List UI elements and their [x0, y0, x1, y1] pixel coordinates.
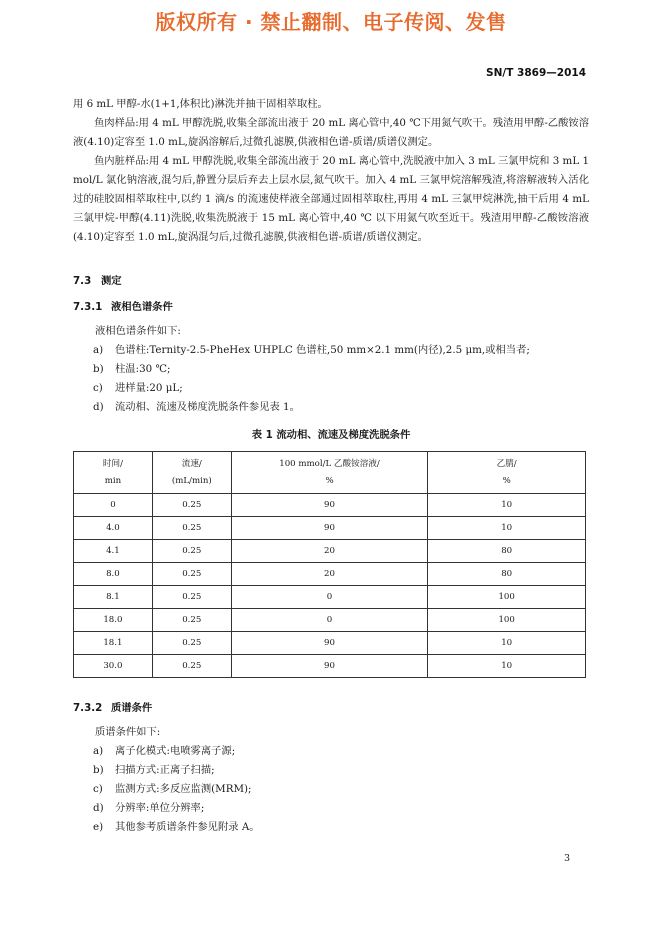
list-text: 监测方式:多反应监测(MRM);: [115, 783, 252, 795]
table-cell: 80: [428, 563, 586, 586]
table-cell: 0.25: [152, 655, 231, 678]
column-header-ammonium-acetate: 100 mmol/L 乙酸铵溶液/ %: [231, 452, 428, 494]
table-cell: 8.0: [74, 563, 153, 586]
list-marker: e): [93, 821, 104, 833]
list-item: [93, 742, 260, 761]
list-text: 分辨率:单位分辨率;: [115, 802, 205, 814]
table-row: [74, 494, 586, 517]
list-marker: a): [93, 745, 104, 757]
list-item: [93, 379, 530, 398]
table-cell: 18.0: [74, 609, 153, 632]
gradient-table: [73, 451, 586, 678]
table-cell: 4.1: [74, 540, 153, 563]
list-intro: 液相色谱条件如下:: [95, 325, 181, 337]
table-row: [74, 632, 586, 655]
list-text: 色谱柱:Ternity-2.5-PheHex UHPLC 色谱柱,50 mm×2.1 mm(内径),2.5 μm,或相当者;: [115, 344, 530, 356]
table-row: [74, 655, 586, 678]
table-cell: 10: [428, 632, 586, 655]
list-text: 柱温:30 ℃;: [115, 363, 171, 375]
section-number: 7.3.1: [73, 301, 103, 313]
list-item: [93, 761, 260, 780]
table-cell: 10: [428, 517, 586, 540]
table-cell: 100: [428, 609, 586, 632]
table-title: 表 1 流动相、流速及梯度洗脱条件: [251, 429, 411, 441]
section-number: 7.3.2: [73, 702, 103, 714]
paragraph: 鱼内脏样品:用 4 mL 甲醇洗脱,收集全部流出液于 20 mL 离心管中,洗脱液中加入 3 mL 三氯甲烷和 3 mL 1 mol/L 氯化钠溶液,混匀后,静置分层后弃去上层水层,氮气吹干。加入 4 mL 三氯甲烷溶解残渣,将溶解液转入活化过的硅胶固相萃取柱中,以约 1 滴/s 的流速使样液全部通过固相萃取柱,再用 4 mL 三氯甲烷淋洗,抽干后用 4 mL 三氯甲烷-甲醇(4.11)洗脱,收集洗脱液于 15 mL 离心管中,40 ℃ 以下用氮气吹至近干。残渣用甲醇-乙酸铵溶液(4.10)定容至 1.0 mL,旋涡混匀后,过微孔滤膜,供液相色谱-质谱/质谱仪测定。: [73, 155, 589, 243]
section-heading-7-3-1: [73, 298, 173, 313]
table-cell: 90: [231, 517, 428, 540]
list-marker: b): [93, 363, 104, 375]
list-item: [93, 398, 530, 417]
table-cell: 0.25: [152, 517, 231, 540]
section-title: 液相色谱条件: [111, 301, 173, 313]
table-cell: 0.25: [152, 563, 231, 586]
table-cell: 4.0: [74, 517, 153, 540]
table-cell: 0.25: [152, 586, 231, 609]
table-cell: 20: [231, 540, 428, 563]
table-cell: 0.25: [152, 609, 231, 632]
table-cell: 0.25: [152, 494, 231, 517]
table-row: [74, 517, 586, 540]
section-title: 质谱条件: [111, 702, 153, 714]
lc-conditions-list: [95, 322, 530, 417]
table-cell: 80: [428, 540, 586, 563]
list-text: 扫描方式:正离子扫描;: [115, 764, 215, 776]
table-cell: 100: [428, 586, 586, 609]
list-marker: d): [93, 401, 104, 413]
intro-text: [73, 95, 589, 247]
table-cell: 0: [231, 586, 428, 609]
table-cell: 8.1: [74, 586, 153, 609]
table-row: [74, 563, 586, 586]
table-cell: 0.25: [152, 632, 231, 655]
table-cell: 10: [428, 655, 586, 678]
list-item: [93, 799, 260, 818]
table-row: [74, 609, 586, 632]
list-marker: d): [93, 802, 104, 814]
table-cell: 20: [231, 563, 428, 586]
table-cell: 0: [74, 494, 153, 517]
table-cell: 30.0: [74, 655, 153, 678]
table-header-row: [74, 452, 586, 494]
list-item: [93, 780, 260, 799]
list-text: 离子化模式:电喷雾离子源;: [115, 745, 236, 757]
section-title: 测定: [101, 275, 122, 287]
section-heading-7-3: [73, 272, 122, 287]
table-row: [74, 586, 586, 609]
list-item: [93, 341, 530, 360]
table-cell: 90: [231, 655, 428, 678]
table-cell: 10: [428, 494, 586, 517]
list-marker: c): [93, 382, 103, 394]
list-marker: b): [93, 764, 104, 776]
column-header-time: 时间/ min: [74, 452, 153, 494]
table-cell: 18.1: [74, 632, 153, 655]
list-item: [93, 818, 260, 837]
section-number: 7.3: [73, 275, 92, 287]
list-text: 流动相、流速及梯度洗脱条件参见表 1。: [115, 401, 300, 413]
section-heading-7-3-2: [73, 699, 152, 714]
paragraph: 用 6 mL 甲醇-水(1+1,体积比)淋洗并抽干固相萃取柱。: [73, 98, 328, 110]
paragraph: 鱼肉样品:用 4 mL 甲醇洗脱,收集全部流出液于 20 mL 离心管中,40 ℃下用氮气吹干。残渣用甲醇-乙酸铵溶液(4.10)定容至 1.0 mL,旋涡溶解后,过微孔滤膜,供液相色谱-质谱/质谱仪测定。: [73, 117, 589, 148]
table-cell: 90: [231, 632, 428, 655]
table-cell: 90: [231, 494, 428, 517]
list-text: 其他参考质谱条件参见附录 A。: [115, 821, 260, 833]
standard-code: SN/T 3869—2014: [486, 67, 586, 79]
list-intro: 质谱条件如下:: [95, 726, 161, 738]
list-item: [93, 360, 530, 379]
column-header-acetonitrile: 乙腈/ %: [428, 452, 586, 494]
column-header-flow: 流速/ (mL/min): [152, 452, 231, 494]
table-cell: 0.25: [152, 540, 231, 563]
list-text: 进样量:20 μL;: [115, 382, 183, 394]
watermark: 版权所有 · 禁止翻制、电子传阅、发售: [155, 10, 507, 34]
table-row: [74, 540, 586, 563]
table-cell: 0: [231, 609, 428, 632]
ms-conditions-list: [95, 723, 260, 837]
list-marker: a): [93, 344, 104, 356]
list-marker: c): [93, 783, 103, 795]
page-number: 3: [563, 853, 570, 864]
